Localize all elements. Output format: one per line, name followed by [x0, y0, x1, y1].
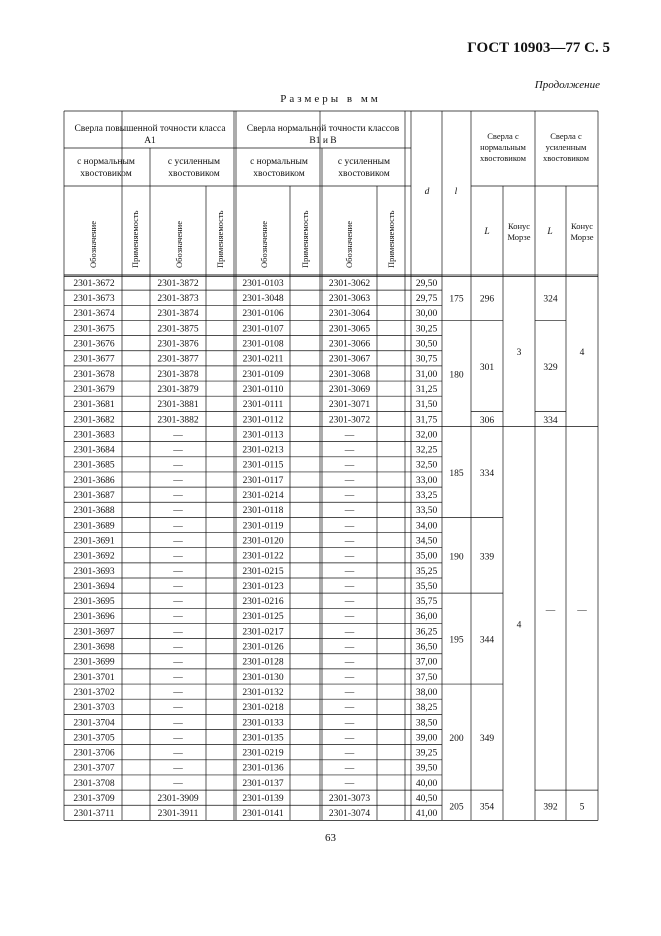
b-normal-designation-cell: 2301-0120: [242, 536, 284, 547]
a1-reinforced-designation-cell: —: [173, 597, 183, 608]
b-normal-designation-cell: 2301-0110: [242, 384, 284, 395]
b-normal-designation-cell: 2301-0211: [242, 354, 284, 365]
a1-normal-designation-cell: 2301-3698: [73, 642, 115, 653]
a1-normal-shank-2: хвостовиком: [80, 169, 132, 179]
a1-normal-designation-cell: 2301-3694: [73, 581, 115, 592]
morse-normal-cell: 3: [516, 347, 522, 358]
morse-reinforced-header-1: Конус: [570, 221, 594, 231]
designation-br-header: Обозначение: [344, 221, 354, 268]
a1-normal-designation-cell: 2301-3692: [73, 551, 115, 562]
length-L-normal-cell: 339: [479, 552, 495, 563]
b-reinforced-designation-cell: —: [344, 597, 355, 608]
b-normal-designation-cell: 2301-0109: [242, 369, 284, 380]
diameter-cell: 34,50: [415, 536, 438, 547]
b-reinforced-designation-cell: 2301-3064: [328, 309, 371, 320]
b-normal-designation-cell: 2301-0137: [242, 778, 284, 789]
diameter-cell: 32,00: [415, 430, 438, 441]
b-normal-designation-cell: 2301-0139: [242, 794, 284, 805]
a1-reinforced-designation-cell: 2301-3872: [157, 278, 199, 289]
b-normal-designation-cell: 2301-0103: [242, 278, 284, 289]
diameter-cell: 38,25: [415, 703, 438, 714]
a1-normal-designation-cell: 2301-3707: [73, 763, 115, 774]
b-reinforced-shank-1: с усиленным: [337, 157, 391, 167]
b-normal-designation-cell: 2301-0133: [242, 718, 284, 729]
a1-reinforced-designation-cell: —: [173, 581, 183, 592]
length-l-cell: 185: [449, 468, 464, 479]
diameter-cell: 39,25: [415, 748, 438, 759]
a1-normal-designation-cell: 2301-3678: [73, 369, 115, 380]
a1-normal-designation-cell: 2301-3702: [73, 687, 115, 698]
b-reinforced-designation-cell: —: [344, 763, 355, 774]
b-reinforced-designation-cell: —: [344, 581, 355, 592]
b-normal-designation-cell: 2301-0219: [242, 748, 284, 759]
length-L-normal-cell: 354: [479, 802, 495, 813]
length-L-reinforced-cell: 329: [543, 362, 558, 373]
morse-normal-cell: 4: [516, 620, 522, 631]
b-normal-designation-cell: 2301-0215: [242, 566, 284, 577]
a1-reinforced-designation-cell: —: [173, 506, 183, 517]
diameter-cell: 30,50: [415, 339, 438, 350]
b-reinforced-designation-cell: —: [344, 748, 355, 759]
b-reinforced-designation-cell: 2301-3067: [328, 354, 371, 365]
length-L-normal-cell: 301: [479, 362, 495, 373]
b-normal-designation-cell: 2301-0122: [242, 551, 284, 562]
length-L-reinforced-cell: —: [545, 605, 556, 616]
a1-reinforced-shank-2: хвостовиком: [168, 169, 220, 179]
diameter-cell: 39,50: [415, 763, 438, 774]
morse-reinforced-cell: 4: [579, 347, 585, 358]
a1-reinforced-designation-cell: —: [173, 687, 183, 698]
diameter-cell: 35,75: [415, 597, 438, 608]
b-normal-designation-cell: 2301-0117: [242, 475, 284, 486]
b-reinforced-designation-cell: —: [344, 627, 355, 638]
b-reinforced-designation-cell: —: [344, 551, 355, 562]
d-header: d: [424, 187, 430, 197]
b-reinforced-designation-cell: —: [344, 430, 355, 441]
b-normal-shank-1: с нормальным: [250, 157, 308, 167]
a1-reinforced-designation-cell: —: [173, 460, 183, 471]
a1-reinforced-designation-cell: 2301-3875: [157, 324, 199, 335]
a1-reinforced-designation-cell: —: [173, 672, 183, 683]
length-L-normal-cell: 344: [479, 635, 495, 646]
diameter-cell: 29,50: [415, 278, 438, 289]
a1-normal-designation-cell: 2301-3679: [73, 384, 115, 395]
a1-reinforced-designation-cell: 2301-3878: [157, 369, 199, 380]
b-reinforced-designation-cell: —: [344, 778, 355, 789]
diameter-cell: 40,00: [415, 778, 438, 789]
a1-normal-designation-cell: 2301-3695: [73, 597, 115, 608]
a1-reinforced-designation-cell: 2301-3909: [157, 794, 199, 805]
a1-reinforced-designation-cell: —: [173, 763, 183, 774]
b-reinforced-designation-cell: 2301-3063: [328, 294, 371, 305]
drills-normal-3: хвостовиком: [479, 153, 527, 163]
drills-reinforced-3: хвостовиком: [542, 153, 590, 163]
b-reinforced-designation-cell: 2301-3065: [328, 324, 371, 335]
morse-normal-header-2: Морзе: [507, 232, 531, 242]
b-normal-designation-cell: 2301-0126: [242, 642, 284, 653]
table-grid: [64, 111, 598, 820]
diameter-cell: 35,25: [415, 566, 438, 577]
b-normal-designation-cell: 2301-0216: [242, 597, 284, 608]
diameter-cell: 31,25: [415, 384, 438, 395]
length-L-reinforced-cell: 334: [543, 415, 558, 426]
b-normal-designation-cell: 2301-0141: [242, 809, 284, 820]
drills-reinforced-2: усиленным: [545, 142, 587, 152]
a1-reinforced-designation-cell: —: [173, 491, 183, 502]
b-reinforced-designation-cell: —: [344, 672, 355, 683]
a1-normal-designation-cell: 2301-3697: [73, 627, 115, 638]
applicability-a1n-header: Применяемость: [130, 210, 140, 268]
applicability-a1r-header: Применяемость: [215, 210, 225, 268]
length-L-normal-cell: 296: [479, 294, 495, 305]
table-body: [73, 279, 587, 819]
b-normal-designation-cell: 2301-0136: [242, 763, 284, 774]
diameter-cell: 30,25: [415, 324, 438, 335]
diameter-cell: 40,50: [415, 794, 438, 805]
a1-normal-shank-1: с нормальным: [77, 157, 135, 167]
length-l-cell: 175: [449, 294, 464, 305]
b-reinforced-designation-cell: —: [344, 657, 355, 668]
diameter-cell: 37,00: [415, 657, 438, 668]
length-L-normal-cell: 334: [479, 468, 495, 479]
b-reinforced-designation-cell: 2301-3066: [328, 339, 371, 350]
designation-a1r-header: Обозначение: [174, 221, 184, 268]
b-normal-designation-cell: 2301-0135: [242, 733, 284, 744]
diameter-cell: 39,00: [415, 733, 438, 744]
b-normal-designation-cell: 2301-0112: [242, 415, 284, 426]
a1-reinforced-designation-cell: 2301-3877: [157, 354, 199, 365]
a1-normal-designation-cell: 2301-3687: [73, 491, 115, 502]
L-reinforced-header: L: [547, 227, 553, 237]
b-normal-shank-2: хвостовиком: [253, 169, 305, 179]
b-normal-designation-cell: 2301-0113: [242, 430, 284, 441]
a1-reinforced-designation-cell: —: [173, 551, 183, 562]
a1-reinforced-designation-cell: 2301-3874: [157, 309, 199, 320]
a1-reinforced-designation-cell: 2301-3881: [157, 400, 199, 411]
a1-normal-designation-cell: 2301-3693: [73, 566, 115, 577]
diameter-cell: 33,25: [415, 491, 438, 502]
b-reinforced-designation-cell: 2301-3071: [328, 400, 371, 411]
b-normal-designation-cell: 2301-0218: [242, 703, 284, 714]
a1-normal-designation-cell: 2301-3689: [73, 521, 115, 532]
a1-reinforced-designation-cell: —: [173, 627, 183, 638]
a1-normal-designation-cell: 2301-3704: [73, 718, 115, 729]
diameter-cell: 35,50: [415, 581, 438, 592]
a1-normal-designation-cell: 2301-3684: [73, 445, 115, 456]
diameter-cell: 32,50: [415, 460, 438, 471]
b-normal-designation-cell: 2301-0125: [242, 612, 284, 623]
b-reinforced-designation-cell: —: [344, 460, 355, 471]
a1-normal-designation-cell: 2301-3703: [73, 703, 115, 714]
diameter-cell: 32,25: [415, 445, 438, 456]
a1-reinforced-designation-cell: —: [173, 536, 183, 547]
b-normal-designation-cell: 2301-0130: [242, 672, 284, 683]
b-normal-designation-cell: 2301-0106: [242, 309, 284, 320]
designation-a1n-header: Обозначение: [88, 221, 98, 268]
a1-normal-designation-cell: 2301-3705: [73, 733, 115, 744]
a1-reinforced-designation-cell: —: [173, 445, 183, 456]
a1-reinforced-designation-cell: 2301-3879: [157, 384, 199, 395]
group-a1-header-line2: А1: [144, 136, 156, 146]
drills-normal-2: нормальным: [480, 142, 526, 152]
drills-normal-1: Сверла с: [487, 131, 519, 141]
a1-reinforced-designation-cell: 2301-3876: [157, 339, 199, 350]
b-reinforced-designation-cell: —: [344, 521, 355, 532]
b-normal-designation-cell: 2301-0111: [242, 400, 284, 411]
diameter-cell: 41,00: [415, 809, 438, 820]
drills-reinforced-1: Сверла с: [550, 131, 582, 141]
b-normal-designation-cell: 2301-0115: [242, 460, 284, 471]
a1-normal-designation-cell: 2301-3699: [73, 657, 115, 668]
designation-bn-header: Обозначение: [259, 221, 269, 268]
a1-reinforced-designation-cell: —: [173, 657, 183, 668]
b-normal-designation-cell: 2301-0217: [242, 627, 284, 638]
length-L-normal-cell: 306: [479, 415, 495, 426]
a1-normal-designation-cell: 2301-3677: [73, 354, 115, 365]
a1-normal-designation-cell: 2301-3691: [73, 536, 115, 547]
diameter-cell: 30,00: [415, 309, 438, 320]
continuation-label: Продолжение: [534, 79, 600, 91]
b-reinforced-designation-cell: —: [344, 687, 355, 698]
diameter-cell: 36,25: [415, 627, 438, 638]
a1-normal-designation-cell: 2301-3685: [73, 460, 115, 471]
diameter-cell: 31,50: [415, 400, 438, 411]
a1-reinforced-designation-cell: —: [173, 718, 183, 729]
a1-reinforced-designation-cell: —: [173, 733, 183, 744]
a1-reinforced-designation-cell: 2301-3911: [157, 809, 199, 820]
a1-reinforced-designation-cell: —: [173, 521, 183, 532]
b-normal-designation-cell: 2301-0119: [242, 521, 284, 532]
morse-reinforced-cell: 5: [579, 802, 585, 813]
diameter-cell: 37,50: [415, 672, 438, 683]
diameter-cell: 34,00: [415, 521, 438, 532]
diameter-cell: 38,50: [415, 718, 438, 729]
b-reinforced-designation-cell: 2301-3068: [328, 369, 371, 380]
a1-reinforced-designation-cell: —: [173, 748, 183, 759]
morse-normal-header-1: Конус: [507, 221, 531, 231]
diameter-cell: 31,75: [415, 415, 438, 426]
b-reinforced-designation-cell: —: [344, 506, 355, 517]
length-l-cell: 205: [449, 802, 464, 813]
length-L-reinforced-cell: 392: [543, 802, 558, 813]
a1-reinforced-designation-cell: —: [173, 430, 183, 441]
L-normal-header: L: [484, 227, 490, 237]
group-a1-header-line1: Сверла повышенной точности класса: [74, 124, 226, 134]
b-normal-designation-cell: 2301-0107: [242, 324, 284, 335]
standard-header: ГОСТ 10903—77 С. 5: [467, 40, 610, 56]
b-reinforced-designation-cell: 2301-3074: [328, 809, 371, 820]
b-reinforced-designation-cell: 2301-3072: [328, 415, 371, 426]
b-normal-designation-cell: 2301-3048: [242, 294, 284, 305]
applicability-bn-header: Применяемость: [300, 210, 310, 268]
group-b-header-line2: В1 и В: [309, 136, 337, 146]
diameter-cell: 36,50: [415, 642, 438, 653]
diameter-cell: 36,00: [415, 612, 438, 623]
group-b-header-line1: Сверла нормальной точности классов: [246, 124, 400, 134]
b-normal-designation-cell: 2301-0213: [242, 445, 284, 456]
b-reinforced-designation-cell: 2301-3069: [328, 384, 371, 395]
diameter-cell: 38,00: [415, 687, 438, 698]
diameter-cell: 33,50: [415, 506, 438, 517]
sizes-caption: Размеры в мм: [280, 93, 381, 105]
a1-normal-designation-cell: 2301-3672: [73, 278, 115, 289]
a1-reinforced-designation-cell: 2301-3873: [157, 294, 199, 305]
a1-normal-designation-cell: 2301-3696: [73, 612, 115, 623]
morse-reinforced-cell: —: [577, 605, 587, 616]
length-l-cell: 195: [449, 635, 464, 646]
b-reinforced-designation-cell: 2301-3073: [328, 794, 371, 805]
b-reinforced-shank-2: хвостовиком: [338, 169, 390, 179]
a1-normal-designation-cell: 2301-3686: [73, 475, 115, 486]
a1-reinforced-designation-cell: —: [173, 642, 183, 653]
diameter-cell: 31,00: [415, 369, 438, 380]
b-normal-designation-cell: 2301-0118: [242, 506, 284, 517]
a1-normal-designation-cell: 2301-3673: [73, 294, 115, 305]
length-l-cell: 180: [449, 370, 464, 381]
b-reinforced-designation-cell: —: [344, 733, 355, 744]
b-reinforced-designation-cell: —: [344, 718, 355, 729]
length-l-cell: 190: [449, 552, 464, 563]
a1-reinforced-designation-cell: —: [173, 703, 183, 714]
b-normal-designation-cell: 2301-0123: [242, 581, 284, 592]
a1-normal-designation-cell: 2301-3688: [73, 506, 115, 517]
applicability-br-header: Применяемость: [386, 210, 396, 268]
b-reinforced-designation-cell: —: [344, 612, 355, 623]
b-reinforced-designation-cell: —: [344, 566, 355, 577]
length-l-cell: 200: [449, 734, 464, 745]
b-reinforced-designation-cell: —: [344, 536, 355, 547]
a1-normal-designation-cell: 2301-3675: [73, 324, 115, 335]
length-L-reinforced-cell: 324: [543, 294, 558, 305]
a1-reinforced-designation-cell: —: [173, 612, 183, 623]
b-reinforced-designation-cell: —: [344, 642, 355, 653]
a1-normal-designation-cell: 2301-3708: [73, 778, 115, 789]
a1-normal-designation-cell: 2301-3674: [73, 309, 115, 320]
l-header: l: [454, 187, 458, 197]
a1-normal-designation-cell: 2301-3682: [73, 415, 115, 426]
b-normal-designation-cell: 2301-0132: [242, 687, 284, 698]
b-reinforced-designation-cell: —: [344, 475, 355, 486]
b-reinforced-designation-cell: —: [344, 445, 355, 456]
b-normal-designation-cell: 2301-0128: [242, 657, 284, 668]
diameter-cell: 29,75: [415, 294, 438, 305]
a1-normal-designation-cell: 2301-3711: [73, 809, 115, 820]
a1-normal-designation-cell: 2301-3701: [73, 672, 115, 683]
b-reinforced-designation-cell: —: [344, 491, 355, 502]
diameter-cell: 33,00: [415, 475, 438, 486]
b-reinforced-designation-cell: 2301-3062: [328, 278, 371, 289]
a1-normal-designation-cell: 2301-3683: [73, 430, 115, 441]
a1-reinforced-designation-cell: —: [173, 566, 183, 577]
b-normal-designation-cell: 2301-0108: [242, 339, 284, 350]
a1-normal-designation-cell: 2301-3681: [73, 400, 115, 411]
a1-normal-designation-cell: 2301-3709: [73, 794, 115, 805]
page-number: 63: [325, 832, 336, 844]
diameter-cell: 35,00: [415, 551, 438, 562]
length-L-normal-cell: 349: [479, 734, 495, 745]
a1-reinforced-shank-1: с усиленным: [167, 157, 221, 167]
diameter-cell: 30,75: [415, 354, 438, 365]
morse-reinforced-header-2: Морзе: [570, 232, 594, 242]
a1-normal-designation-cell: 2301-3676: [73, 339, 115, 350]
b-normal-designation-cell: 2301-0214: [242, 491, 284, 502]
a1-reinforced-designation-cell: —: [173, 475, 183, 486]
a1-reinforced-designation-cell: —: [173, 778, 183, 789]
a1-normal-designation-cell: 2301-3706: [73, 748, 115, 759]
b-reinforced-designation-cell: —: [344, 703, 355, 714]
a1-reinforced-designation-cell: 2301-3882: [157, 415, 199, 426]
